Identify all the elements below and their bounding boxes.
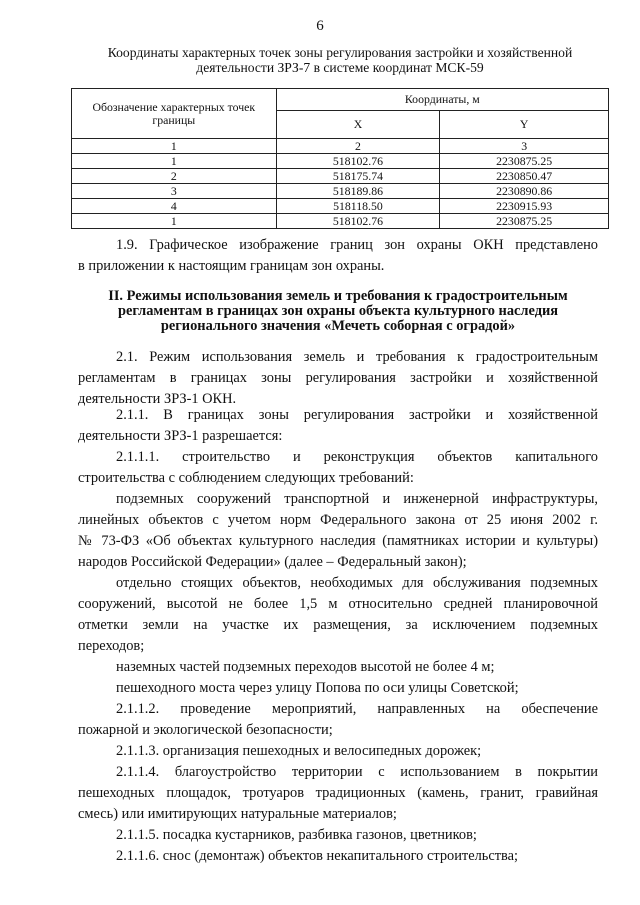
table-row	[72, 199, 609, 214]
paragraph-2-1: 2.1. Режим использования земель и требования к градостроительным регламентам в границах зоны регулирования застройки и хозяйственной деятельности ЗРЗ-1 ОКН.	[78, 349, 598, 407]
coordinates-table	[71, 88, 609, 229]
table-cell: 2230875.25	[440, 214, 609, 229]
paragraph-2-1-1-5: 2.1.1.5. посадка кустарников, разбивка газонов, цветников;	[116, 827, 477, 843]
page-number: 6	[316, 18, 324, 34]
col-header-x: X	[276, 111, 440, 139]
paragraph-2-1-1-2: 2.1.1.2. проведение мероприятий, направленных на обеспечение пожарной и экологической безопасности;	[78, 701, 598, 738]
table-cell: 2230850.47	[440, 169, 609, 184]
table-row	[72, 169, 609, 184]
table-cell: 2	[72, 169, 277, 184]
table-cell: 3	[440, 139, 609, 154]
col-header-y: Y	[440, 111, 609, 139]
table-cell: 2	[276, 139, 440, 154]
paragraph-bridge: пешеходного моста через улицу Попова по оси улицы Советской;	[116, 680, 519, 696]
table-cell: 518102.76	[276, 154, 440, 169]
table-cell: 4	[72, 199, 277, 214]
paragraph-ground-parts: наземных частей подземных переходов высотой не более 4 м;	[116, 659, 495, 675]
table-cell: 518118.50	[276, 199, 440, 214]
table-cell: 2230875.25	[440, 154, 609, 169]
table-cell: 2230890.86	[440, 184, 609, 199]
caption-line: Координаты характерных точек зоны регулирования застройки и хозяйственной	[107, 45, 573, 60]
col-header-coordinates: Координаты, м	[276, 89, 608, 111]
paragraph-2-1-1-6: 2.1.1.6. снос (демонтаж) объектов некапитального строительства;	[116, 848, 519, 864]
paragraph-underground-structures: подземных сооружений транспортной и инженерной инфраструктуры, линейных объектов с учетом норм Федерального закона от 25 июня 2002 г. № 73-ФЗ «Об объектах культурного наследия (памятниках истории и культуры) народов Российской Федерации» (далее – Федеральный закон);	[78, 491, 598, 570]
table-cell: 1	[72, 214, 277, 229]
table-row	[72, 184, 609, 199]
table-cell: 2230915.93	[440, 199, 609, 214]
table-row	[72, 214, 609, 229]
col-header-points: Обозначение характерных точек границы	[72, 89, 277, 139]
table-numbering-row	[72, 139, 609, 154]
paragraph-2-1-1-4: 2.1.1.4. благоустройство территории с использованием в покрытии пешеходных площадок, тротуаров традиционных (камень, гранит, гравийная смесь) или имитирующих натуральные материалов;	[78, 764, 598, 822]
table-caption	[70, 45, 610, 75]
paragraph-2-1-1: 2.1.1. В границах зоны регулирования застройки и хозяйственной деятельности ЗРЗ-1 разрешается:	[78, 407, 598, 444]
table-cell: 518189.86	[276, 184, 440, 199]
table-cell: 518175.74	[276, 169, 440, 184]
table-cell: 518102.76	[276, 214, 440, 229]
table-cell: 1	[72, 154, 277, 169]
caption-line: деятельности ЗРЗ-7 в системе координат МСК-59	[196, 60, 484, 75]
table-cell: 1	[72, 139, 277, 154]
table-row	[72, 154, 609, 169]
paragraph-2-1-1-3: 2.1.1.3. организация пешеходных и велосипедных дорожек;	[116, 743, 482, 759]
table-cell: 3	[72, 184, 277, 199]
paragraph-1-9: 1.9. Графическое изображение границ зон охраны ОКН представлено в приложении к настоящим границам зон охраны.	[78, 237, 598, 274]
paragraph-standalone-objects: отдельно стоящих объектов, необходимых для обслуживания подземных сооружений, высотой не более 1,5 м относительно средней планировочной отметки земли на участке их размещения, за исключением подземных переходов;	[78, 575, 598, 654]
section-title: II. Режимы использования земель и требования к градостроительным регламентам в границах зон охраны объекта культурного наследия регионального значения «Мечеть соборная с оградой»	[108, 288, 568, 334]
paragraph-2-1-1-1: 2.1.1.1. строительство и реконструкция объектов капитального строительства с соблюдением следующих требований:	[78, 449, 598, 486]
